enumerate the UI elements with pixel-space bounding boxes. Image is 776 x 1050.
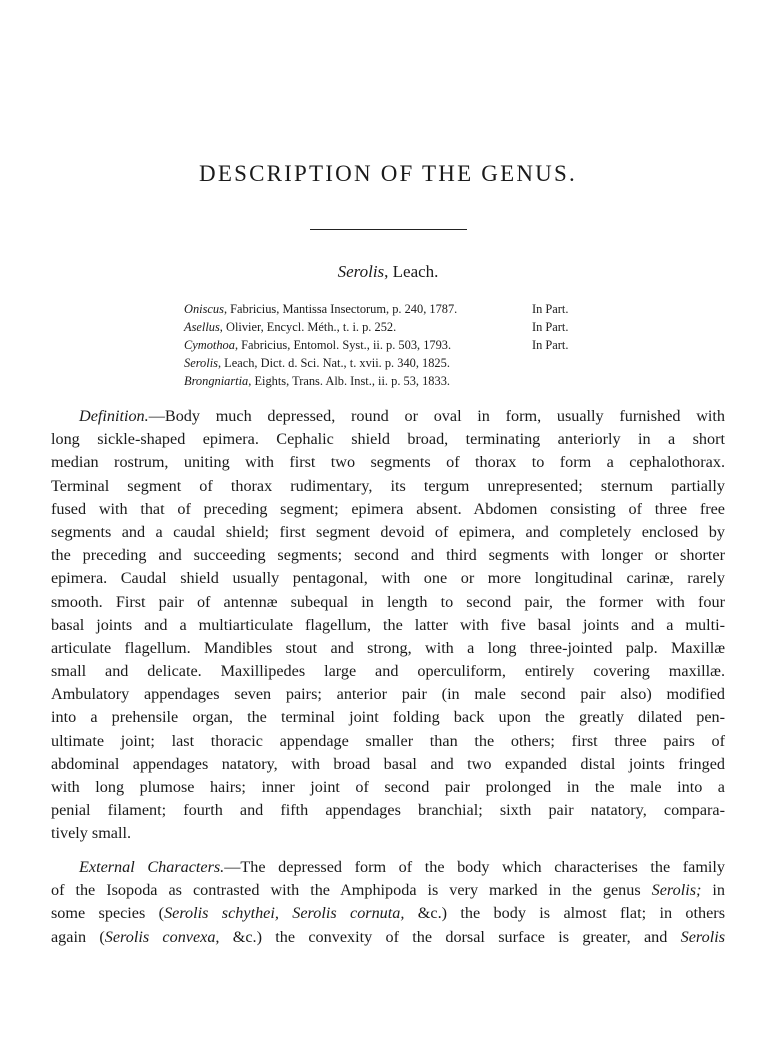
paragraph-line: smooth. First pair of antennæ subequal in length to second pair, the former with four	[51, 592, 725, 611]
genus-author: , Leach.	[384, 262, 439, 281]
external-heading: External Characters.	[79, 858, 225, 876]
genus-name: Serolis	[337, 262, 385, 281]
paragraph-line: abdominal appendages natatory, with broad basal and two expanded distal joints fringed	[51, 754, 725, 773]
paragraph-line: articulate flagellum. Mandibles stout and strong, with a long three-jointed palp. Maxillæ	[51, 638, 725, 657]
synonym-citation: , Olivier, Encycl. Méth., t. i. p. 252.	[219, 320, 397, 334]
paragraph-line: small and delicate. Maxillipedes large and operculiform, entirely covering maxillæ.	[51, 662, 725, 681]
paragraph-line: External Characters.—The depressed form of the body which characterises the family	[79, 858, 725, 876]
external-characters-paragraph	[51, 856, 725, 949]
paragraph-line: Terminal segment of thorax rudimentary, its tergum unrepresented; sternum partially	[51, 476, 725, 495]
page-title: DESCRIPTION OF THE GENUS.	[199, 161, 577, 186]
paragraph-line: ultimate joint; last thoracic appendage smaller than the others; first three pairs of	[51, 731, 725, 750]
paragraph-line: Definition.—Body much depressed, round or oval in form, usually furnished with	[79, 407, 725, 425]
synonym-taxon: Serolis	[184, 356, 218, 370]
synonym-taxon: Oniscus	[184, 302, 224, 316]
title-divider	[310, 229, 467, 230]
synonym-citation: , Fabricius, Entomol. Syst., ii. p. 503, 1793.	[234, 338, 452, 352]
synonym-note: In Part.	[532, 338, 569, 352]
synonym-taxon: Cymothoa	[184, 338, 235, 352]
paragraph-line: tively small.	[51, 824, 132, 843]
definition-heading: Definition.	[79, 407, 149, 425]
paragraph-line: with long plumose hairs; inner joint of second pair prolonged in the male into a	[51, 778, 725, 796]
paragraph-line: long sickle-shaped epimera. Cephalic shield broad, terminating anteriorly in a short	[51, 430, 725, 449]
paragraph-line: of the Isopoda as contrasted with the Amphipoda is very marked in the genus Serolis; in	[51, 881, 725, 900]
paragraph-line: some species (Serolis schythei, Serolis cornuta, &c.) the body is almost flat; in others	[51, 904, 725, 923]
paragraph-line: basal joints and a multiarticulate flagellum, the latter with five basal joints and a multi-	[51, 615, 725, 634]
paragraph-line: epimera. Caudal shield usually pentagonal, with one or more longitudinal carinæ, rarely	[51, 569, 725, 588]
synonym-citation: , Eights, Trans. Alb. Inst., ii. p. 53, 1833.	[248, 374, 450, 388]
paragraph-line: Ambulatory appendages seven pairs; anterior pair (in male second pair also) modified	[51, 685, 725, 704]
genus-heading	[0, 262, 776, 282]
paragraph-line: segments and a caudal shield; first segment devoid of epimera, and completely enclosed by	[51, 522, 725, 541]
synonym-taxon: Brongniartia	[184, 374, 249, 388]
synonym-note: In Part.	[532, 302, 569, 316]
definition-paragraph	[51, 405, 725, 846]
paragraph-line: penial filament; fourth and fifth appendages branchial; sixth pair natatory, compara-	[51, 801, 725, 820]
synonym-citation: , Leach, Dict. d. Sci. Nat., t. xvii. p. 340, 1825.	[217, 356, 450, 370]
paragraph-line: again (Serolis convexa, &c.) the convexity of the dorsal surface is greater, and Serolis	[51, 927, 725, 946]
paragraph-line: the preceding and succeeding segments; second and third segments with longer or shorter	[51, 546, 725, 565]
paragraph-line: median rostrum, uniting with first two segments of thorax to form a cephalothorax.	[51, 453, 725, 472]
synonym-citation: , Fabricius, Mantissa Insectorum, p. 240, 1787.	[223, 302, 458, 316]
synonym-taxon: Asellus	[184, 320, 220, 334]
synonym-note: In Part.	[532, 320, 569, 334]
paragraph-line: fused with that of preceding segment; epimera absent. Abdomen consisting of three free	[51, 499, 725, 518]
paragraph-line: into a prehensile organ, the terminal joint folding back upon the greatly dilated pen-	[51, 708, 725, 727]
